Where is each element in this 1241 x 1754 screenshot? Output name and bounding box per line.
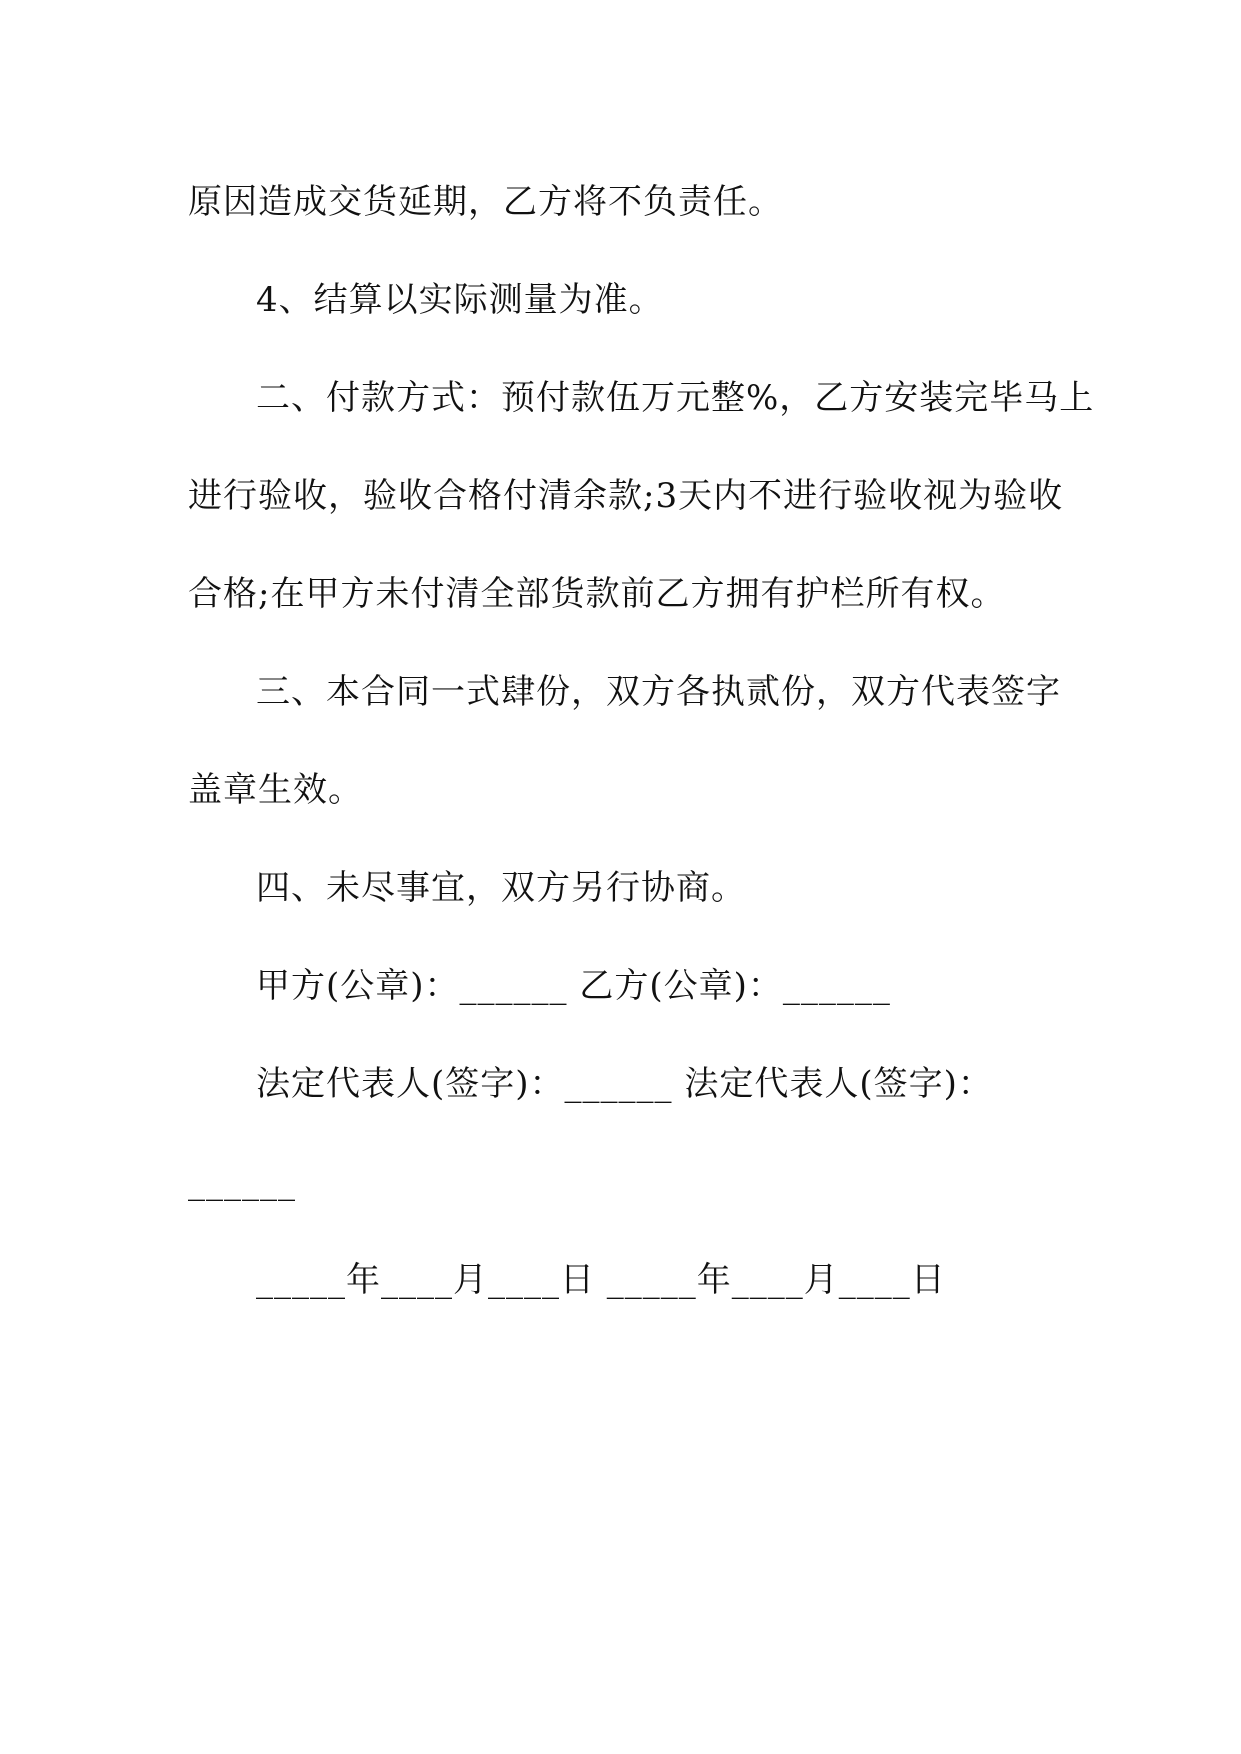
paragraph-line: 4、结算以实际测量为准。 [256, 280, 664, 320]
paragraph-line: 四、未尽事宜，双方另行协商。 [256, 868, 746, 908]
paragraph-line: 三、本合同一式肆份，双方各执贰份，双方代表签字 [256, 672, 1061, 712]
signature-line-blank: ______ [188, 1162, 296, 1202]
paragraph-line: 盖章生效。 [188, 770, 363, 810]
date-line: _____年____月____日 _____年____月____日 [256, 1260, 946, 1300]
signature-line-seal: 甲方(公章)：______ 乙方(公章)：______ [256, 966, 891, 1006]
paragraph-line: 原因造成交货延期，乙方将不负责任。 [188, 182, 783, 222]
paragraph-line: 二、付款方式：预付款伍万元整%，乙方安装完毕马上 [256, 378, 1095, 418]
paragraph-line: 合格;在甲方未付清全部货款前乙方拥有护栏所有权。 [188, 574, 1006, 614]
paragraph-line: 进行验收，验收合格付清余款;3天内不进行验收视为验收 [188, 476, 1064, 516]
signature-line-representative: 法定代表人(签字)：______ 法定代表人(签字)： [256, 1064, 993, 1104]
